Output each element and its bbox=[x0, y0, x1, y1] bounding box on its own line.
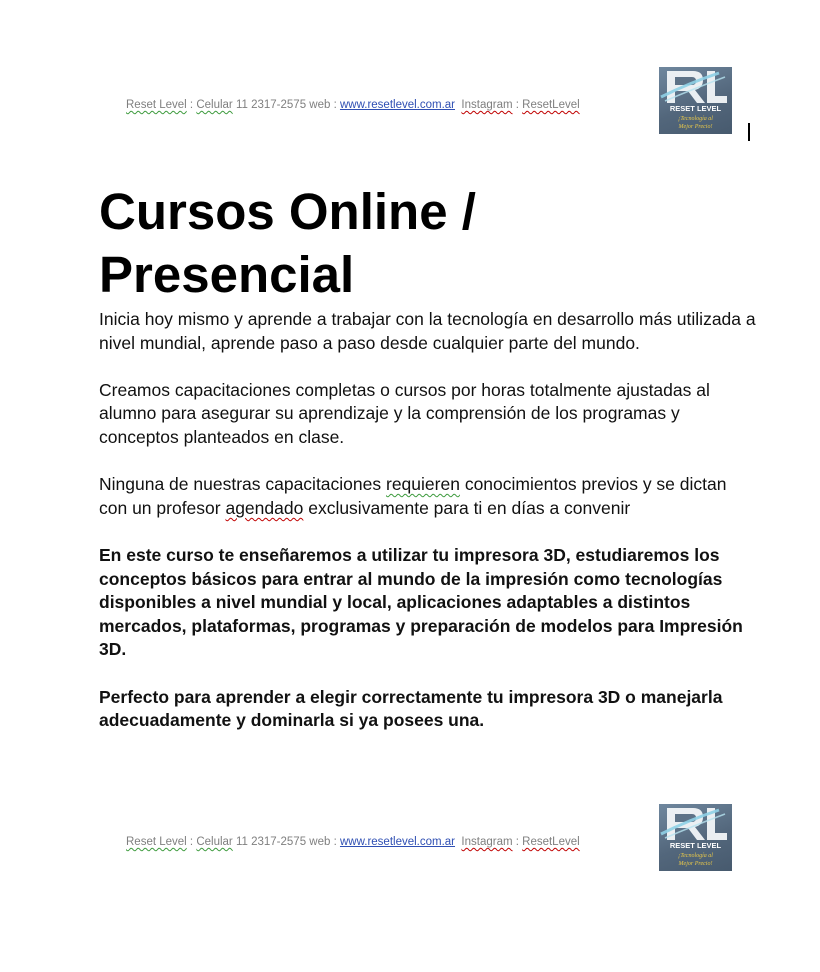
header-phone-number: 11 2317-2575 web : bbox=[232, 99, 340, 111]
header-logo bbox=[659, 67, 732, 134]
paragraph-capacitaciones: Creamos capacitaciones completas o cursos por horas totalmente ajustadas al alumno para asegurar su aprendizaje y la comprensión de los programas y conceptos planteados en clase. bbox=[99, 379, 710, 447]
paragraph-intro: Inicia hoy mismo y aprende a trabajar con la tecnología en desarrollo más utilizada a nivel mundial, aprende paso a paso desde cualquier parte del mundo. bbox=[99, 309, 756, 353]
header-contact-line: Reset Level : Celular 11 2317-2575 web : www.resetlevel.com.ar Instagram : ResetLevel bbox=[126, 99, 580, 111]
header-phone-label: Celular bbox=[196, 99, 233, 111]
footer-logo-tagline-2: Mejor Precio! bbox=[678, 861, 713, 867]
footer-logo bbox=[659, 804, 732, 871]
paragraph-curso-impresora: En este curso te enseñaremos a utilizar tu impresora 3D, estudiaremos los conceptos básicos para entrar al mundo de la impresión como tecnologías disponibles a nivel mundial y local, aplicaciones adaptables a distintos mercados, plataformas, programas y preparación de modelos para Impresión 3D. bbox=[99, 544, 743, 660]
paragraph-perfecto: Perfecto para aprender a elegir correctamente tu impresora 3D o manejarla adecuadamente y dominarla si ya posees una. bbox=[99, 686, 723, 731]
header-instagram-label: Instagram bbox=[461, 99, 513, 111]
header-website-link[interactable]: www.resetlevel.com.ar bbox=[339, 99, 456, 111]
grammar-flag-requieren: requieren bbox=[386, 474, 460, 495]
footer-phone-label: Celular bbox=[196, 836, 233, 848]
footer-logo-tagline-1: ¡Tecnología al bbox=[678, 853, 713, 859]
footer-instagram-handle: ResetLevel bbox=[522, 836, 580, 848]
spell-flag-agendado: agendado bbox=[225, 497, 304, 518]
header-logo-tagline-1: ¡Tecnología al bbox=[678, 116, 713, 122]
header-instagram-handle: ResetLevel bbox=[522, 99, 580, 111]
text-cursor bbox=[748, 123, 750, 141]
title-line-2: Presencial bbox=[99, 246, 355, 303]
title-line-1: Cursos Online / bbox=[99, 183, 476, 240]
footer-website-link[interactable]: www.resetlevel.com.ar bbox=[339, 836, 456, 848]
footer-contact-line: Reset Level : Celular 11 2317-2575 web : www.resetlevel.com.ar Instagram : ResetLevel bbox=[126, 836, 580, 848]
page-title bbox=[99, 180, 699, 306]
document-body bbox=[99, 308, 759, 756]
header-logo-name: RESET LEVEL bbox=[669, 104, 722, 113]
footer-logo-name: RESET LEVEL bbox=[669, 841, 722, 850]
footer-instagram-label: Instagram bbox=[461, 836, 513, 848]
footer-brand: Reset Level bbox=[126, 836, 187, 848]
header-brand: Reset Level bbox=[126, 99, 187, 111]
footer-phone-number: 11 2317-2575 web : bbox=[232, 836, 340, 848]
header-logo-tagline-2: Mejor Precio! bbox=[678, 124, 713, 130]
paragraph-requisitos: Ninguna de nuestras capacitaciones requieren conocimientos previos y se dictan con un profesor agendado exclusivamente para ti en días a convenir bbox=[99, 474, 727, 518]
